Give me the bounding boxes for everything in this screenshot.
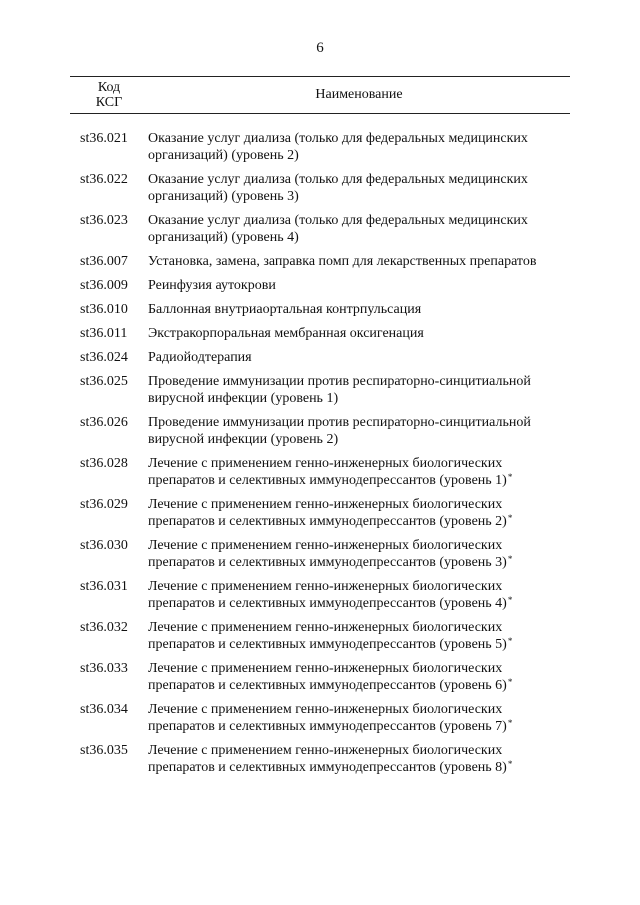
row-code: st36.022 — [80, 172, 128, 187]
table-row — [70, 130, 570, 164]
table-row — [70, 660, 570, 694]
table-row — [70, 349, 570, 366]
footnote-mark: * — [507, 513, 513, 523]
table-header — [70, 76, 570, 114]
row-code: st36.009 — [80, 278, 128, 293]
footnote-mark: * — [507, 677, 513, 687]
footnote-mark: * — [507, 718, 513, 728]
row-code: st36.035 — [80, 743, 128, 758]
row-name-text: Проведение иммунизации против респираторно-синцитиальной вирусной инфекции (уровень 1) — [148, 374, 531, 406]
table-row — [70, 701, 570, 735]
footnote-mark: * — [507, 595, 513, 605]
row-name-text: Лечение с применением генно-инженерных биологических препаратов и селективных иммунодепрессантов (уровень 2) — [148, 497, 507, 529]
footnote-mark: * — [507, 759, 513, 769]
header-code-line1: Код — [97, 80, 121, 95]
row-name-text: Лечение с применением генно-инженерных биологических препаратов и селективных иммунодепрессантов (уровень 8) — [148, 743, 507, 775]
row-name-text: Лечение с применением генно-инженерных биологических препаратов и селективных иммунодепрессантов (уровень 5) — [148, 620, 507, 652]
row-name — [148, 325, 570, 342]
row-name — [148, 277, 570, 294]
row-name-text: Радиойодтерапия — [148, 350, 252, 365]
row-name — [148, 660, 570, 694]
row-code: st36.011 — [80, 326, 128, 341]
row-code: st36.029 — [80, 497, 128, 512]
table-row — [70, 455, 570, 489]
row-code: st36.032 — [80, 620, 128, 635]
row-name-text: Лечение с применением генно-инженерных биологических препаратов и селективных иммунодепрессантов (уровень 6) — [148, 661, 507, 693]
row-name — [148, 171, 570, 205]
row-name — [148, 349, 570, 366]
row-name-text: Лечение с применением генно-инженерных биологических препаратов и селективных иммунодепрессантов (уровень 4) — [148, 579, 507, 611]
table-row — [70, 578, 570, 612]
page-number: 6 — [316, 40, 324, 56]
row-code: st36.030 — [80, 538, 128, 553]
table-row — [70, 414, 570, 448]
row-name-text: Лечение с применением генно-инженерных биологических препаратов и селективных иммунодепрессантов (уровень 1) — [148, 456, 507, 488]
footnote-mark: * — [507, 636, 513, 646]
row-name — [148, 578, 570, 612]
row-name-text: Оказание услуг диализа (только для федеральных медицинских организаций) (уровень 4) — [148, 213, 528, 245]
footnote-mark: * — [507, 472, 513, 482]
row-code: st36.021 — [80, 131, 128, 146]
row-code: st36.007 — [80, 254, 128, 269]
row-code: st36.034 — [80, 702, 128, 717]
row-name-text: Оказание услуг диализа (только для федеральных медицинских организаций) (уровень 3) — [148, 172, 528, 204]
table-row — [70, 325, 570, 342]
row-name-text: Реинфузия аутокрови — [148, 278, 276, 293]
table-row — [70, 301, 570, 318]
row-code: st36.024 — [80, 350, 128, 365]
table-row — [70, 496, 570, 530]
row-name-text: Лечение с применением генно-инженерных биологических препаратов и селективных иммунодепрессантов (уровень 3) — [148, 538, 507, 570]
row-name — [148, 373, 570, 407]
table-row — [70, 742, 570, 776]
header-code-column — [70, 80, 148, 110]
table-row — [70, 537, 570, 571]
row-code: st36.010 — [80, 302, 128, 317]
row-name — [148, 742, 570, 776]
row-name-text: Установка, замена, заправка помп для лекарственных препаратов — [148, 254, 537, 269]
row-name-text: Лечение с применением генно-инженерных биологических препаратов и селективных иммунодепрессантов (уровень 7) — [148, 702, 507, 734]
table-body — [70, 130, 570, 783]
row-code: st36.026 — [80, 415, 128, 430]
row-code: st36.031 — [80, 579, 128, 594]
table-row — [70, 171, 570, 205]
table-row — [70, 619, 570, 653]
header-name-column: Наименование — [315, 87, 403, 102]
row-code: st36.025 — [80, 374, 128, 389]
footnote-mark: * — [507, 554, 513, 564]
header-code-line2: КСГ — [95, 95, 123, 110]
table-row — [70, 253, 570, 270]
row-name-text: Экстракорпоральная мембранная оксигенация — [148, 326, 424, 341]
row-name — [148, 414, 570, 448]
table-row — [70, 373, 570, 407]
row-name — [148, 455, 570, 489]
row-name — [148, 701, 570, 735]
table-row — [70, 277, 570, 294]
row-code: st36.023 — [80, 213, 128, 228]
row-name — [148, 496, 570, 530]
row-name — [148, 619, 570, 653]
row-name — [148, 130, 570, 164]
row-name-text: Оказание услуг диализа (только для федеральных медицинских организаций) (уровень 2) — [148, 131, 528, 163]
row-code: st36.028 — [80, 456, 128, 471]
row-name — [148, 537, 570, 571]
row-name — [148, 253, 570, 270]
row-name-text: Проведение иммунизации против респираторно-синцитиальной вирусной инфекции (уровень 2) — [148, 415, 531, 447]
row-name-text: Баллонная внутриаортальная контрпульсация — [148, 302, 422, 317]
row-code: st36.033 — [80, 661, 128, 676]
row-name — [148, 212, 570, 246]
table-row — [70, 212, 570, 246]
row-name — [148, 301, 570, 318]
